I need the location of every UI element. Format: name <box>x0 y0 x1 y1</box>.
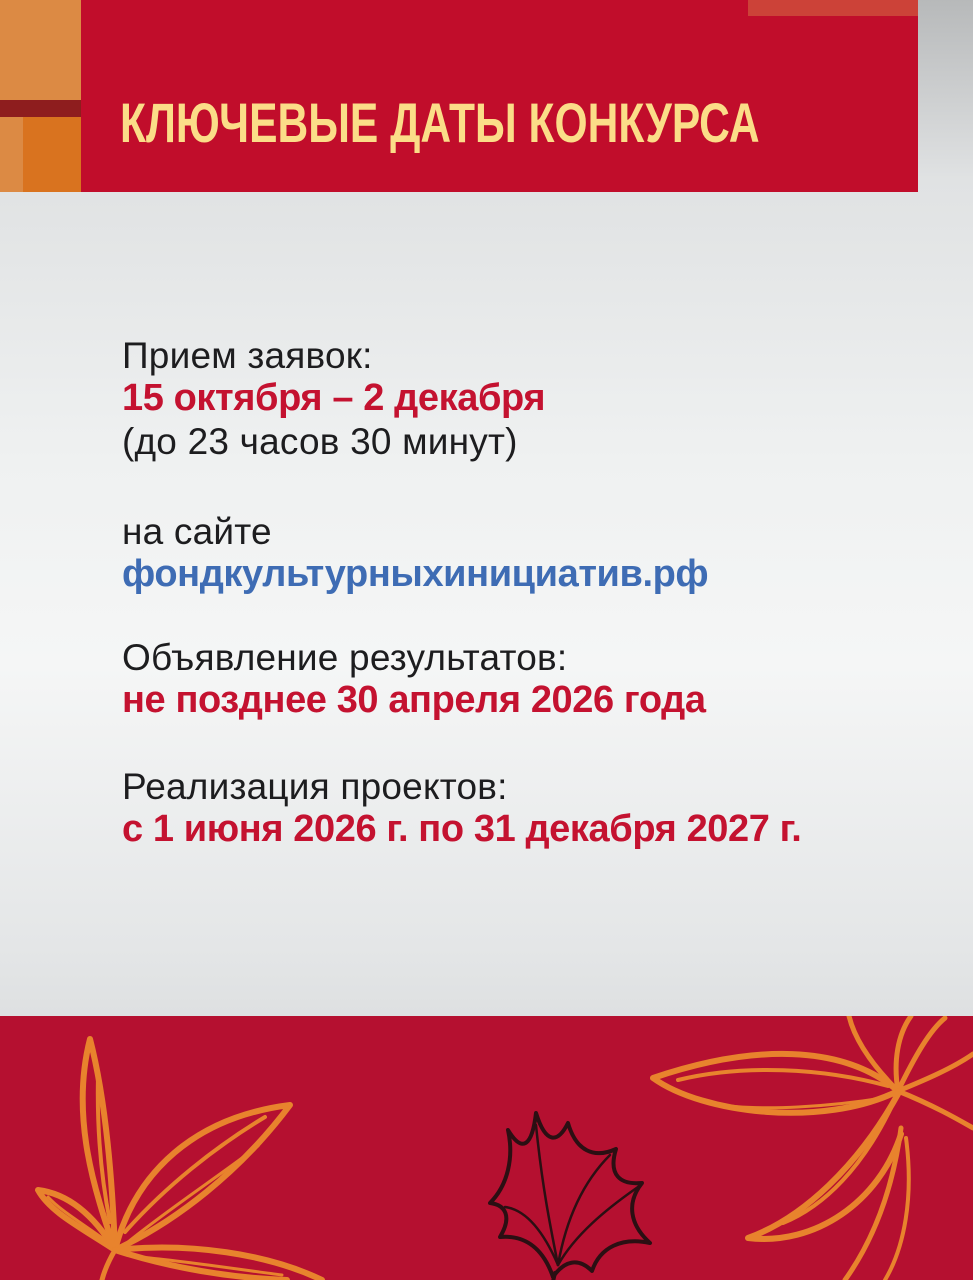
implementation-group <box>122 765 922 851</box>
decor-maroon-stripe <box>0 100 81 117</box>
decor-orange-block-saturated <box>23 117 81 192</box>
application-time-note: (до 23 часов 30 минут) <box>122 421 518 462</box>
decor-orange-block-top <box>0 0 81 100</box>
website-group <box>122 510 922 596</box>
flower-sketch-left-icon <box>0 1022 340 1280</box>
results-label: Объявление результатов: <box>122 637 568 678</box>
application-dates-group <box>122 334 922 463</box>
header-banner-accent-strip <box>748 0 918 16</box>
footer-banner <box>0 1016 973 1280</box>
key-dates-content <box>122 334 922 851</box>
application-dates-value: 15 октября – 2 декабря <box>122 377 546 419</box>
site-link[interactable]: фондкультурныхинициатив.рф <box>122 553 709 595</box>
site-label: на сайте <box>122 511 272 552</box>
decor-orange-block-small <box>0 117 23 192</box>
page-title: КЛЮЧЕВЫЕ ДАТЫ КОНКУРСА <box>120 91 760 154</box>
flower-sketch-right-icon <box>643 1016 973 1280</box>
results-group <box>122 636 922 722</box>
application-label: Прием заявок: <box>122 335 373 376</box>
implementation-label: Реализация проектов: <box>122 766 508 807</box>
implementation-value: с 1 июня 2026 г. по 31 декабря 2027 г. <box>122 808 802 850</box>
results-value: не позднее 30 апреля 2026 года <box>122 679 706 721</box>
